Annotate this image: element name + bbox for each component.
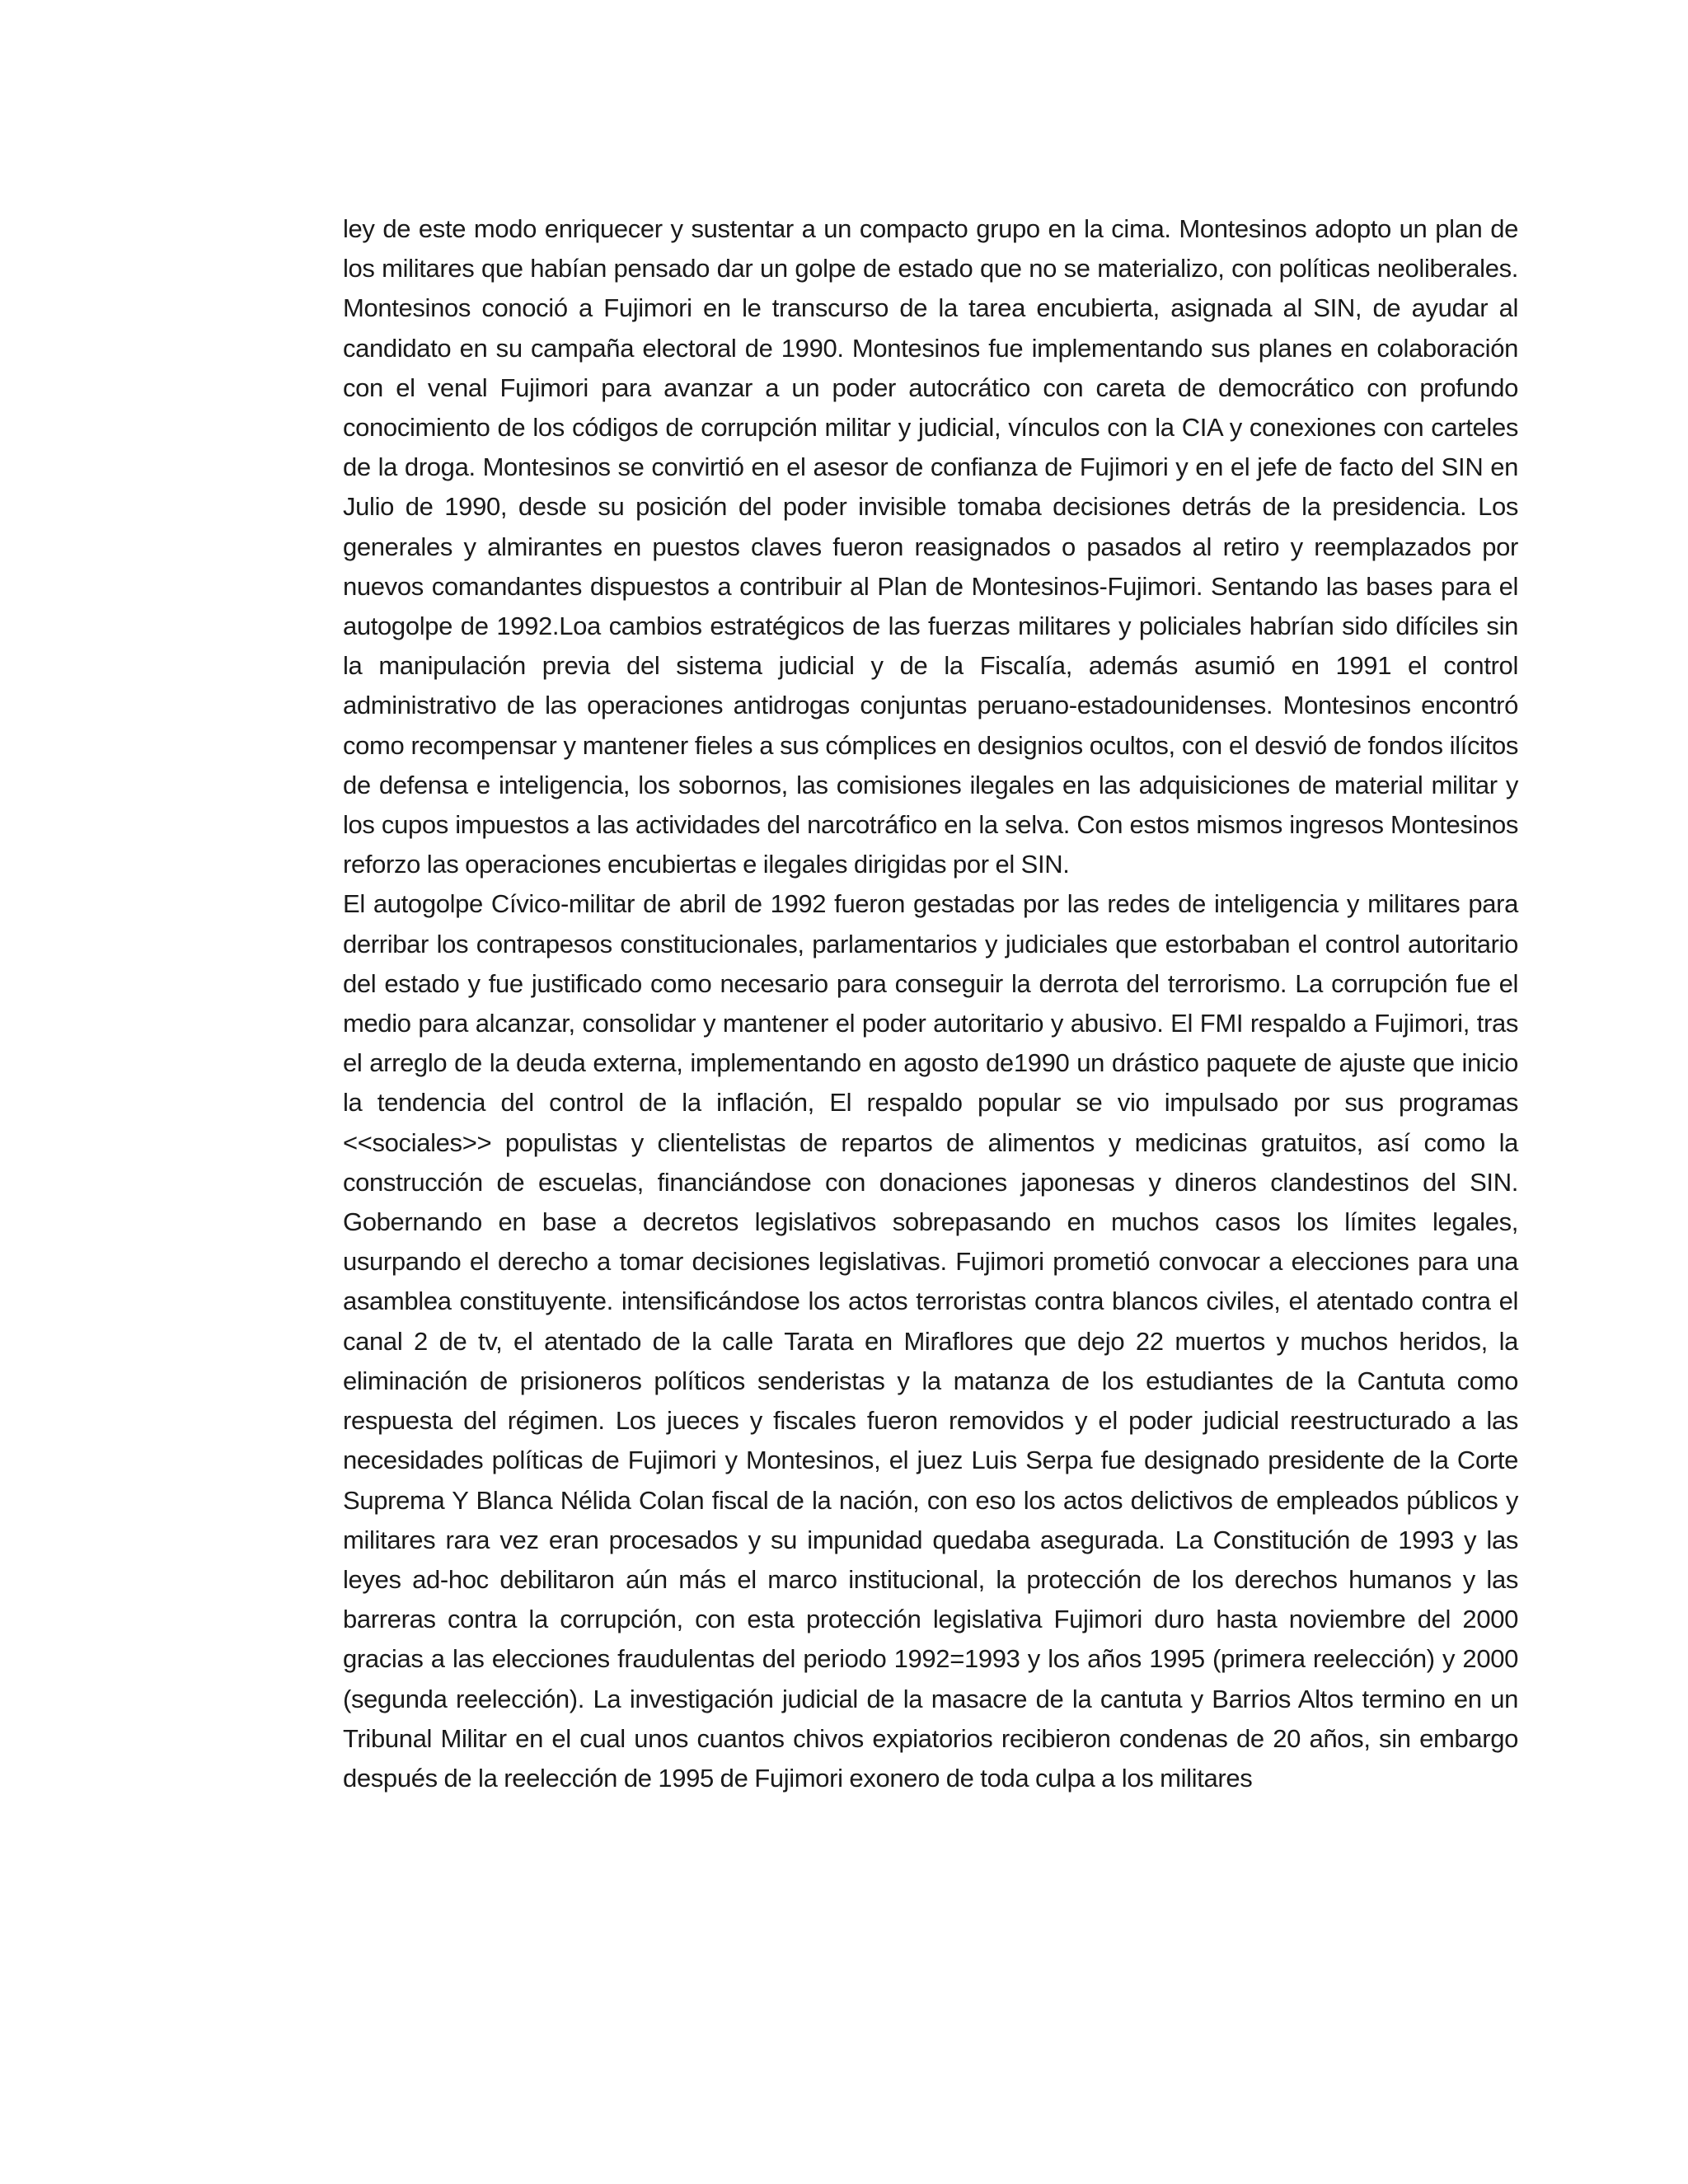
paragraph-montesinos-plan: ley de este modo enriquecer y sustentar a un compacto grupo en la cima. Montesinos adopto un plan de los militares que habían pensado dar un golpe de estado que no se materializo, con políticas neoliberales. Montesinos conoció a Fujimori en le transcurso de la tarea encubierta, asignada al SIN, de ayudar al candidato en su campaña electoral de 1990. Montesinos fue implementando sus planes en colaboración con el venal Fujimori para avanzar a un poder autocrático con careta de democrático con profundo conocimiento de los códigos de corrupción militar y judicial, vínculos con la CIA y conexiones con carteles de la droga. Montesinos se convirtió en el asesor de confianza de Fujimori y en el jefe de facto del SIN en Julio de 1990, desde su posición del poder invisible tomaba decisiones detrás de la presidencia. Los generales y almirantes en puestos claves fueron reasignados o pasados al retiro y reemplazados por nuevos comandantes dispuestos a contribuir al Plan de Montesinos-Fujimori. Sentando las bases para el autogolpe de 1992.Loa cambios estratégicos de las fuerzas militares y policiales habrían sido difíciles sin la manipulación previa del sistema judicial y de la Fiscalía, además asumió en 1991 el control administrativo de las operaciones antidrogas conjuntas peruano-estadounidenses. Montesinos encontró como recompensar y mantener fieles a sus cómplices en designios ocultos, con el desvió de fondos ilícitos de defensa e inteligencia, los sobornos, las comisiones ilegales en las adquisiciones de material militar y los cupos impuestos a las actividades del narcotráfico en la selva. Con estos mismos ingresos Montesinos reforzo las operaciones encubiertas e ilegales dirigidas por el SIN. [343,214,1518,879]
body-text [343,209,1518,1798]
paragraph-autogolpe-1992: El autogolpe Cívico-militar de abril de 1992 fueron gestadas por las redes de inteligencia y militares para derribar los contrapesos constitucionales, parlamentarios y judiciales que estorbaban el control autoritario del estado y fue justificado como necesario para conseguir la derrota del terrorismo. La corrupción fue el medio para alcanzar, consolidar y mantener el poder autoritario y abusivo. El FMI respaldo a Fujimori, tras el arreglo de la deuda externa, implementando en agosto de1990 un drástico paquete de ajuste que inicio la tendencia del control de la inflación, El respaldo popular se vio impulsado por sus programas <<sociales>> populistas y clientelistas de repartos de alimentos y medicinas gratuitos, así como la construcción de escuelas, financiándose con donaciones japonesas y dineros clandestinos del SIN. Gobernando en base a decretos legislativos sobrepasando en muchos casos los límites legales, usurpando el derecho a tomar decisiones legislativas. Fujimori prometió convocar a elecciones para una asamblea constituyente. intensificándose los actos terroristas contra blancos civiles, el atentado contra el canal 2 de tv, el atentado de la calle Tarata en Miraflores que dejo 22 muertos y muchos heridos, la eliminación de prisioneros políticos senderistas y la matanza de los estudiantes de la Cantuta como respuesta del régimen. Los jueces y fiscales fueron removidos y el poder judicial reestructurado a las necesidades políticas de Fujimori y Montesinos, el juez Luis Serpa fue designado presidente de la Corte Suprema Y Blanca Nélida Colan fiscal de la nación, con eso los actos delictivos de empleados públicos y militares rara vez eran procesados y su impunidad quedaba asegurada. La Constitución de 1993 y las leyes ad-hoc debilitaron aún más el marco institucional, la protección de los derechos humanos y las barreras contra la corrupción, con esta protección legislativa Fujimori duro hasta noviembre del 2000 gracias a las elecciones fraudulentas del periodo 1992=1993 y los años 1995 (primera reelección) y 2000 (segunda reelección). La investigación judicial de la masacre de la cantuta y Barrios Altos termino en un Tribunal Militar en el cual unos cuantos chivos expiatorios recibieron condenas de 20 años, sin embargo después de la reelección de 1995 de Fujimori exonero de toda culpa a los militares [343,889,1518,1793]
